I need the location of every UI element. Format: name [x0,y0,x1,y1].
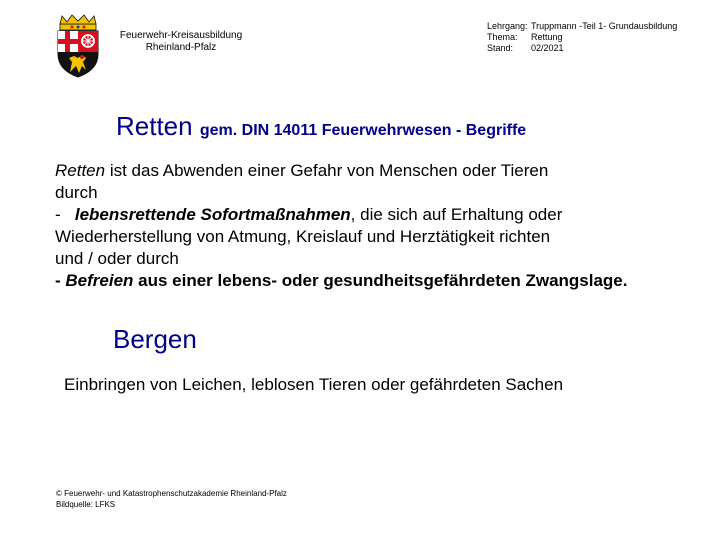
bergen-definition: Einbringen von Leichen, leblosen Tieren oder gefährdeten Sachen [64,375,564,394]
meta-topic [487,32,563,43]
definition-line: durch [55,183,98,202]
meta-value: Truppmann -Teil 1- Grundausbildung [531,21,678,31]
definition-text [55,160,670,292]
term-retten: Retten [55,161,106,180]
org-name: Feuerwehr-Kreisausbildung [119,30,243,41]
meta-label: Lehrgang: [487,21,528,31]
term-sofortmassnahmen: lebensrettende Sofortmaßnahmen [74,205,351,224]
definition-line: Wiederherstellung von Atmung, Kreislauf und Herztätigkeit richten [55,227,551,246]
page-title [116,111,526,142]
coat-of-arms-icon [52,14,104,78]
meta-value: Rettung [531,32,563,42]
definition-line: und / oder durch [55,249,179,268]
meta-label: Thema: [487,32,518,42]
meta-date [487,43,564,54]
meta-value: 02/2021 [531,43,564,53]
org-region: Rheinland-Pfalz [145,42,217,53]
meta-label: Stand: [487,43,514,53]
definition-line: - Befreien aus einer lebens- oder gesundheitsgefährdeten Zwangslage. [55,271,628,290]
title-main: Retten [116,111,193,141]
footer-source: Bildquelle: LFKS [56,500,116,509]
crown-icon [60,15,96,30]
footer-copyright: © Feuerwehr- und Katastrophenschutzakademie Rheinland-Pfalz [56,489,287,498]
term-befreien: Befreien [65,271,134,290]
bergen-title: Bergen [113,324,197,354]
meta-course [487,21,677,32]
definition-line: - lebensrettende Sofortmaßnahmen, die sich auf Erhaltung oder [55,205,563,224]
definition-line: Retten ist das Abwenden einer Gefahr von Menschen oder Tieren [55,161,549,180]
title-sub: gem. DIN 14011 Feuerwehrwesen - Begriffe [199,122,527,139]
